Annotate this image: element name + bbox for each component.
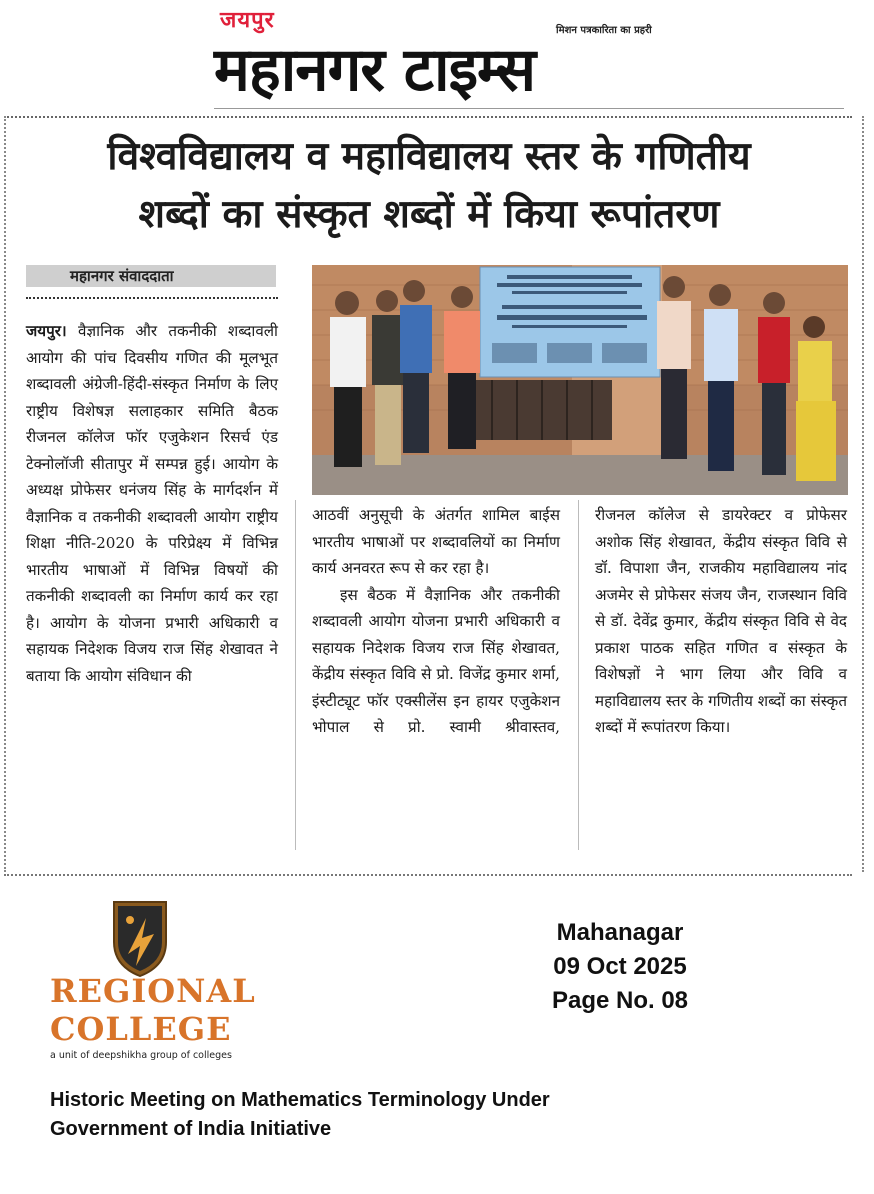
column-divider-1: [295, 500, 296, 850]
column-divider-2: [578, 500, 579, 850]
shield-emblem-icon: [50, 900, 250, 980]
publication-name: Mahanagar: [556, 919, 684, 946]
headline-line-2: शब्दों का संस्कृत शब्दों में किया रूपांतरण: [138, 192, 720, 237]
masthead: [0, 0, 874, 115]
logo-text-line-2: COLLEGE: [50, 1010, 232, 1048]
column-1-paragraph: [26, 318, 278, 689]
logo-subtitle: a unit of deepshikha group of colleges: [50, 1050, 232, 1061]
headline-line-1: विश्वविद्यालय व महाविद्यालय स्तर के गणितीय: [107, 134, 751, 179]
clipping-caption: Historic Meeting on Mathematics Terminology Under Government of India Initiative: [50, 1089, 550, 1140]
article-byline: महानगर संवाददाता: [70, 267, 174, 285]
article-column-1: [26, 318, 278, 689]
masthead-city: जयपुर: [220, 8, 275, 33]
column-1-text: वैज्ञानिक और तकनीकी शब्दावली आयोग की पांच दिवसीय गणित की मूलभूत शब्दावली अंग्रेजी-हिंदी-संस्कृत निर्माण के लिए राष्ट्रीय विशेषज्ञ सलाहकार समिति बैठक रीजनल कॉलेज फॉर एजुकेशन रिसर्च एंड टेक्नोलॉजी सीतापुर में सम्पन्न हुई। आयोग के अध्यक्ष प्रोफेसर धनंजय सिंह के मार्गदर्शन में वैज्ञानिक व तकनीकी शब्दावली आयोग राष्ट्रीय शिक्षा नीति-2020 के परिप्रेक्ष्य में विभिन्न भारतीय भाषाओं में विभिन्न विषयों की तकनीकी शब्दावली का निर्माण कार्य कर रहा है। आयोग के योजना प्रभारी अधिकारी व सहायक निदेशक विजय राज सिंह शेखावत ने बताया कि आयोग संविधान की: [26, 322, 278, 685]
dateline: जयपुर।: [26, 322, 67, 340]
column-2-paragraph-2: इस बैठक में वैज्ञानिक और तकनीकी शब्दावली आयोग योजना प्रभारी अधिकारी व सहायक निदेशक विजय राज सिंह शेखावत, केंद्रीय संस्कृत विवि से प्रो. विजेंद्र कुमार शर्मा, इंस्टीट्यूट फॉर एक्सीलेंस इन हायर एजुकेशन भोपाल से प्रो. स्वामी श्रीवास्तव,: [312, 585, 560, 736]
article-headline: [14, 128, 844, 244]
group-photo-illustration: [312, 265, 848, 495]
masthead-rule: [214, 108, 844, 109]
article-column-2: [312, 502, 560, 741]
byline-divider: [26, 297, 278, 299]
publication-info: [520, 916, 720, 1018]
column-2-paragraph-1: आठवीं अनुसूची के अंतर्गत शामिल बाईस भारतीय भाषाओं पर शब्दावलियों का निर्माण कार्य अनवरत रूप से कर रहा है।: [312, 506, 560, 577]
article-photo: [312, 265, 848, 495]
clipping-right-border: [862, 116, 864, 872]
article-column-3: [595, 502, 847, 741]
publication-page: Page No. 08: [551, 987, 689, 1014]
publication-date: 09 Oct 2025: [553, 953, 687, 980]
newspaper-name: महानगर टाइम्स: [214, 35, 536, 105]
masthead-tagline: मिशन पत्रकारिता का प्रहरी: [556, 25, 652, 36]
clipping-left-border: [4, 116, 6, 872]
column-3-paragraph: रीजनल कॉलेज से डायरेक्टर व प्रोफेसर अशोक सिंह शेखावत, केंद्रीय संस्कृत विवि से डॉ. विपाशा जैन, राजकीय महाविद्यालय नांद अजमेर से प्रोफेसर संजय जैन, राजस्थान विवि से डॉ. देवेंद्र कुमार, केंद्रीय संस्कृत विवि से वेद प्रकाश पाठक सहित गणित व संस्कृत के विशेषज्ञों ने भाग लिया और विवि व महाविद्यालय स्तर के गणितीय शब्दों का संस्कृत शब्दों में रूपांतरण किया।: [595, 506, 847, 736]
logo-text-line-1: REGIONAL: [50, 972, 256, 1010]
